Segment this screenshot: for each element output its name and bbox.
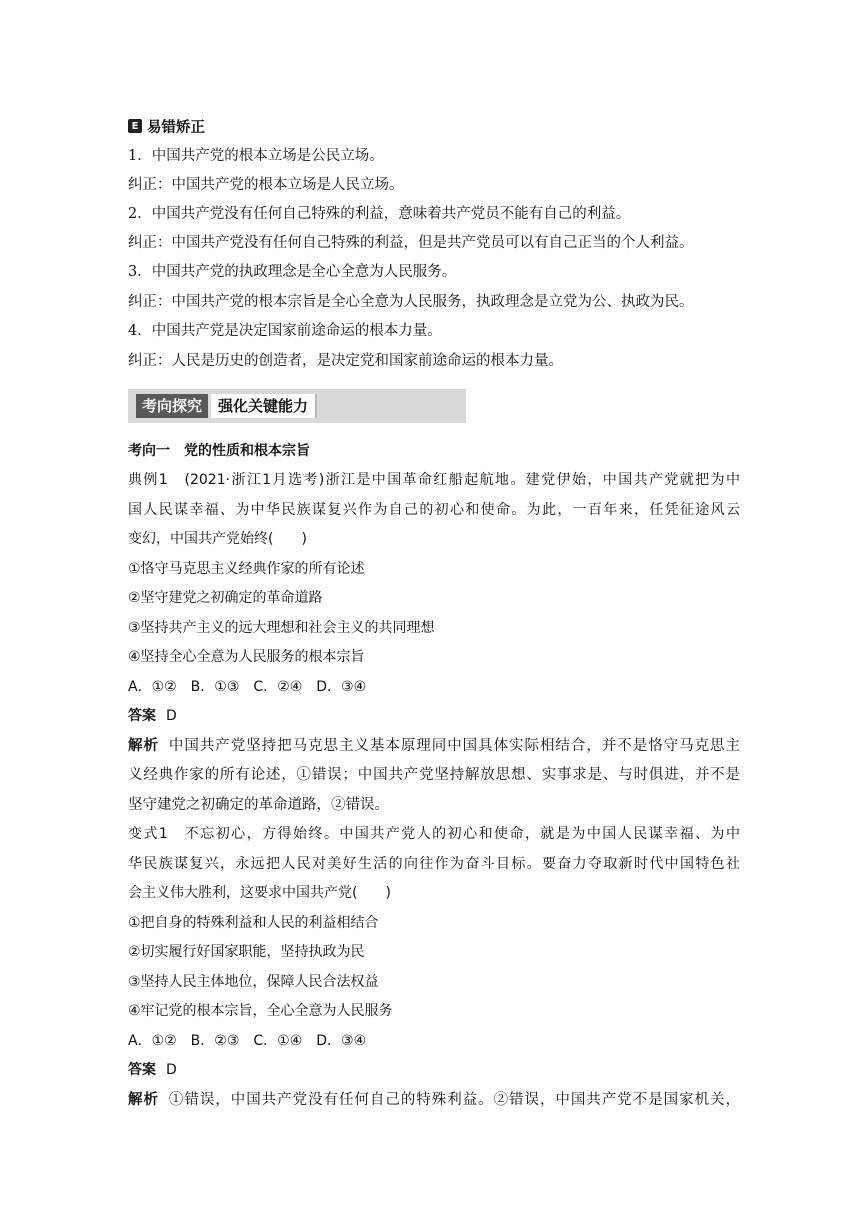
correction-item: 纠正：中国共产党的根本立场是人民立场。 xyxy=(128,177,404,193)
correction-item: 纠正：中国共产党没有任何自己特殊的利益，但是共产党员可以有自己正当的个人利益。 xyxy=(128,235,694,251)
section-title: 易错矫正 xyxy=(147,119,205,136)
option-item: ②切实履行好国家职能，坚持执政为民 xyxy=(128,944,365,960)
answer-value: D xyxy=(166,708,177,724)
answer-label: 答案 xyxy=(128,708,156,724)
example-stem-line: 变幻，中国共产党始终( ) xyxy=(128,531,307,547)
correction-item: 纠正：人民是历史的创造者，是决定党和国家前途命运的根本力量。 xyxy=(128,353,563,369)
analysis-text: 中国共产党坚持把马克思主义基本原理同中国具体实际相结合，并不是恪守马克思主 xyxy=(168,738,740,754)
answer-line xyxy=(128,1060,740,1080)
e-badge-icon: E xyxy=(128,119,142,133)
choices-line: A．①② B．①③ C．②④ D．③④ xyxy=(128,679,367,695)
option-item: ④坚持全心全意为人民服务的根本宗旨 xyxy=(128,649,365,665)
correction-item: 纠正：中国共产党的根本宗旨是全心全意为人民服务，执政理念是立党为公、执政为民。 xyxy=(128,294,694,310)
answer-value: D xyxy=(166,1062,177,1078)
option-item: ②坚守建党之初确定的革命道路 xyxy=(128,590,323,606)
option-item: ④牢记党的根本宗旨，全心全意为人民服务 xyxy=(128,1003,393,1019)
variant-stem-line: 华民族谋复兴，永远把人民对美好生活的向往作为奋斗目标。要奋力夺取新时代中国特色社 xyxy=(128,856,740,872)
analysis-label: 解析 xyxy=(128,1092,159,1108)
option-item: ③坚持共产主义的远大理想和社会主义的共同理想 xyxy=(128,620,435,636)
example-stem-line: 国人民谋幸福、为中华民族谋复兴作为自己的初心和使命。为此，一百年来，任凭征途风云 xyxy=(128,502,740,518)
analysis-line: 义经典作家的所有论述，①错误；中国共产党坚持解放思想、实事求是、与时俱进，并不是 xyxy=(128,767,740,783)
error-item: 3．中国共产党的执政理念是全心全意为人民服务。 xyxy=(128,264,457,280)
banner-tag: 考向探究 xyxy=(136,394,208,418)
choices-line: A．①② B．②③ C．①④ D．③④ xyxy=(128,1033,367,1049)
analysis-line: 坚守建党之初确定的革命道路，②错误。 xyxy=(128,797,389,813)
option-item: ①恪守马克思主义经典作家的所有论述 xyxy=(128,561,365,577)
analysis-text: ①错误，中国共产党没有任何自己的特殊利益。②错误，中国共产党不是国家机关， xyxy=(168,1092,740,1108)
banner-subtitle: 强化关键能力 xyxy=(211,394,317,418)
section-header xyxy=(128,116,205,136)
variant-stem-line: 变式1 不忘初心，方得始终。中国共产党人的初心和使命，就是为中国人民谋幸福、为中 xyxy=(128,826,740,842)
answer-label: 答案 xyxy=(128,1062,156,1078)
direction-heading: 考向一 党的性质和根本宗旨 xyxy=(128,443,310,459)
example-stem-line: 典例1 (2021·浙江1月选考)浙江是中国革命红船起航地。建党伊始，中国共产党就把为中 xyxy=(128,472,740,488)
error-item: 2．中国共产党没有任何自己特殊的利益，意味着共产党员不能有自己的利益。 xyxy=(128,206,631,222)
error-item: 4．中国共产党是决定国家前途命运的根本力量。 xyxy=(128,323,442,339)
analysis-line xyxy=(128,736,740,756)
answer-line xyxy=(128,706,740,726)
section-banner xyxy=(128,389,466,423)
error-item: 1．中国共产党的根本立场是公民立场。 xyxy=(128,148,384,164)
option-item: ①把自身的特殊利益和人民的利益相结合 xyxy=(128,915,379,931)
variant-stem-line: 会主义伟大胜利，这要求中国共产党( ) xyxy=(128,885,391,901)
option-item: ③坚持人民主体地位，保障人民合法权益 xyxy=(128,974,379,990)
analysis-label: 解析 xyxy=(128,738,159,754)
analysis-line xyxy=(128,1090,740,1110)
